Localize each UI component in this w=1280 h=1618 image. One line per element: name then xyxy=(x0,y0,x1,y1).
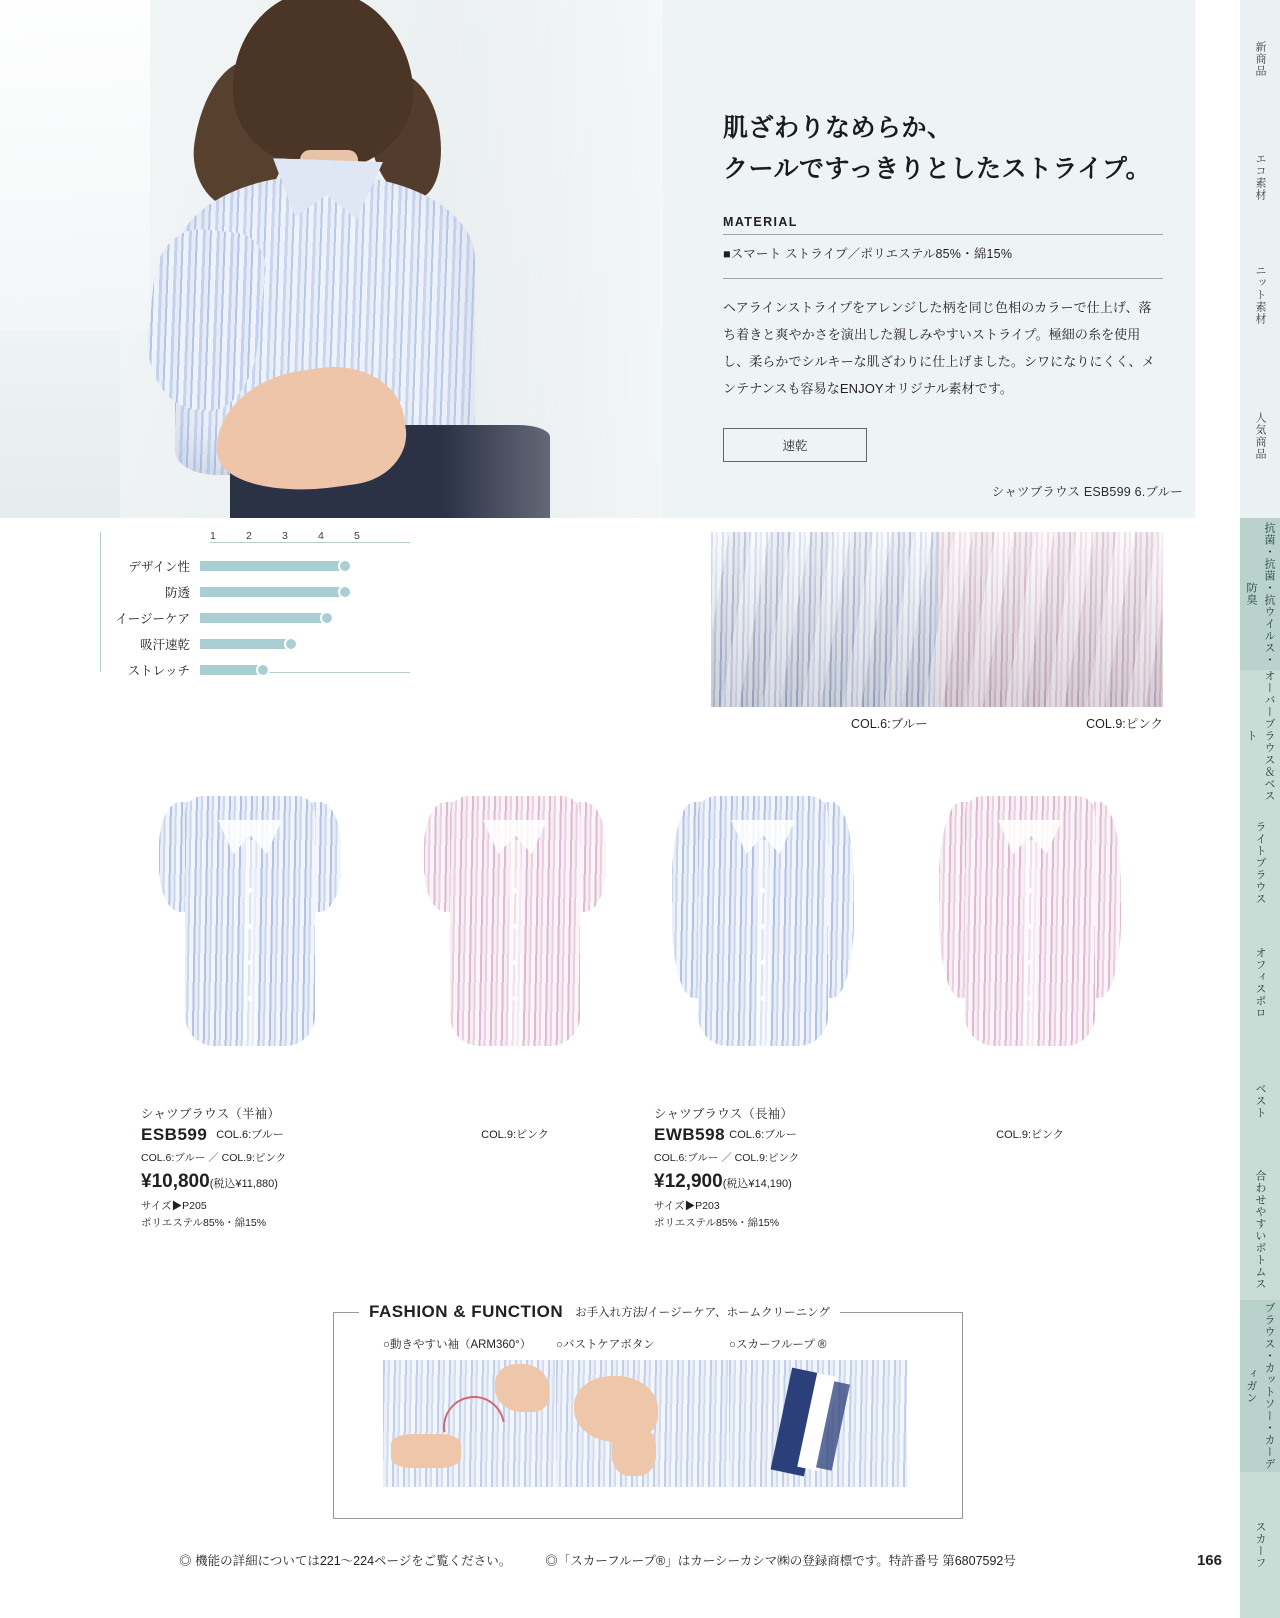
fashion-function-subtitle: お手入れ方法/イージーケア、ホームクリーニング xyxy=(575,1307,830,1319)
function-caption: ○スカーフループ ® xyxy=(729,1339,827,1351)
product-image-long-sleeve-pink xyxy=(915,760,1145,1141)
chart-bar xyxy=(200,665,264,675)
product-color-label: COL.9:ピンク xyxy=(481,1129,549,1141)
product-price xyxy=(654,1171,908,1193)
shirt-button xyxy=(1028,888,1033,893)
function-photo-bustcare-button xyxy=(556,1360,734,1487)
chart-category-label: イージーケア xyxy=(115,612,190,626)
material-label: MATERIAL xyxy=(723,215,798,229)
function-item-scarf-loop xyxy=(729,1336,907,1487)
chart-bar-knob xyxy=(256,663,270,677)
headline-line-1: 肌ざわりなめらか、 xyxy=(723,114,953,142)
product-info xyxy=(618,1104,908,1230)
product-color-label: COL.9:ピンク xyxy=(996,1129,1064,1141)
spec-rating-chart xyxy=(100,532,420,677)
page-number: 166 xyxy=(1196,1551,1222,1569)
product-colorways: COL.6:ブルー ／ COL.9:ピンク xyxy=(654,1152,800,1164)
shirt-button xyxy=(1028,960,1033,965)
shirt-button xyxy=(248,924,253,929)
fabric-caption-pink: COL.9:ピンク xyxy=(1086,717,1163,731)
photo-chin xyxy=(495,1364,549,1412)
product-size-ref[interactable]: サイズ▶P203 xyxy=(654,1200,720,1212)
chart-tick-1: 1 xyxy=(210,530,216,542)
product-card[interactable] xyxy=(618,760,908,1230)
chart-bar-knob xyxy=(338,585,352,599)
hero-text-block xyxy=(723,108,1163,462)
product-price-tax: (税込¥14,190) xyxy=(722,1178,792,1190)
product-grid xyxy=(0,760,1195,1260)
chart-bar-track xyxy=(200,639,352,649)
chart-row xyxy=(100,660,352,680)
sidebar-item-popular[interactable]: 人気商品 xyxy=(1240,354,1280,518)
shirt-placket xyxy=(1024,840,1037,1050)
fabric-closeup-photo xyxy=(711,532,1163,707)
chart-category-label: 吸汗速乾 xyxy=(139,638,190,652)
shirt-button xyxy=(513,924,518,929)
photo-edge-gradient xyxy=(443,0,663,518)
shirt-button xyxy=(513,960,518,965)
function-item-sleeve xyxy=(383,1336,561,1487)
product-card[interactable] xyxy=(105,760,395,1230)
shirt-placket xyxy=(509,840,522,1050)
chart-row xyxy=(100,634,352,654)
product-image-short-sleeve-pink xyxy=(400,760,630,1141)
footer-notes xyxy=(0,1540,1195,1580)
sidebar-item-office-polo[interactable]: オフィスポロ xyxy=(1240,924,1280,1042)
chart-tick-4: 4 xyxy=(318,530,324,542)
chart-category-label: 防透 xyxy=(164,586,190,600)
side-tab-rail xyxy=(1240,0,1280,1618)
product-code: EWB598 xyxy=(654,1125,726,1144)
fashion-function-title: FASHION & FUNCTION xyxy=(369,1302,564,1321)
chart-category-label: デザイン性 xyxy=(128,560,190,574)
material-value: ■スマート ストライプ／ポリエステル85%・綿15% xyxy=(723,247,1013,261)
product-color-label: COL.6:ブルー xyxy=(729,1129,797,1141)
shirt-illustration xyxy=(947,796,1113,1046)
shirt-button xyxy=(761,996,766,1001)
product-color-label: COL.6:ブルー xyxy=(216,1129,284,1141)
sidebar-item-light-blouse[interactable]: ライトブラウス xyxy=(1240,802,1280,924)
shirt-placket xyxy=(757,840,770,1050)
chart-tick-labels xyxy=(210,530,410,544)
sidebar-item-bottoms[interactable]: 合わせやすいボトムス xyxy=(1240,1160,1280,1300)
product-material: ポリエステル85%・綿15% xyxy=(654,1217,780,1229)
shirt-button xyxy=(1028,924,1033,929)
sidebar-item-new-products[interactable]: 新商品 xyxy=(1240,0,1280,118)
feature-tag-label: 速乾 xyxy=(782,439,808,454)
product-colorways: COL.6:ブルー ／ COL.9:ピンク xyxy=(141,1152,287,1164)
product-name: シャツブラウス（長袖） xyxy=(654,1107,794,1121)
chart-tick-3: 3 xyxy=(282,530,288,542)
photo-fingers xyxy=(612,1426,656,1476)
fabric-caption-blue: COL.6:ブルー xyxy=(851,717,928,731)
shirt-illustration xyxy=(167,796,333,1046)
shirt-button xyxy=(513,888,518,893)
sidebar-item-vest[interactable]: ベスト xyxy=(1240,1042,1280,1160)
product-info xyxy=(105,1104,395,1230)
shirt-illustration xyxy=(432,796,598,1046)
chart-bar-knob xyxy=(338,559,352,573)
product-name: シャツブラウス（半袖） xyxy=(141,1107,281,1121)
shirt-button xyxy=(761,888,766,893)
product-price-value: ¥12,900 xyxy=(654,1171,723,1192)
photo-wall-lower xyxy=(0,330,120,518)
shirt-button xyxy=(761,924,766,929)
sidebar-item-overblouse-vest[interactable]: オーバーブラウス＆ベスト xyxy=(1240,670,1280,802)
hero-photo-caption: シャツブラウス ESB599 6.ブルー xyxy=(991,485,1183,499)
sidebar-item-knit-material[interactable]: ニット素材 xyxy=(1240,236,1280,354)
fabric-light-shading xyxy=(711,532,1163,707)
chart-category-label: ストレッチ xyxy=(127,664,190,678)
function-photo-arm-movement xyxy=(383,1360,561,1487)
hero-section xyxy=(0,0,1195,518)
function-item-bustcare-button xyxy=(556,1336,734,1487)
fashion-function-header xyxy=(333,1300,963,1324)
chart-tick-5: 5 xyxy=(354,530,360,542)
chart-bar xyxy=(200,613,328,623)
product-price-tax: (税込¥11,880) xyxy=(209,1178,278,1190)
footer-note-2: ◎「スカーフループ®」はカーシーカシマ㈱の登録商標です。特許番号 第6807592号 xyxy=(545,1554,1016,1568)
sidebar-item-scarf[interactable]: スカーフ xyxy=(1240,1472,1280,1618)
hero-model-photo xyxy=(0,0,663,518)
function-caption: ○動きやすい袖（ARM360°） xyxy=(383,1339,532,1351)
shirt-placket xyxy=(244,840,257,1050)
chart-tick-2: 2 xyxy=(246,530,252,542)
chart-bar xyxy=(200,587,346,597)
chart-bar-knob xyxy=(320,611,334,625)
chart-bar-knob xyxy=(284,637,298,651)
product-price xyxy=(141,1171,395,1193)
sidebar-item-blouse-cardigan[interactable]: ブラウス・カットソー・カーディガン xyxy=(1240,1300,1280,1472)
product-price-value: ¥10,800 xyxy=(141,1171,210,1192)
sidebar-item-antibacterial[interactable]: 抗菌・抗菌・抗ウイルス・防臭 xyxy=(1240,518,1280,670)
chart-row xyxy=(100,556,352,576)
function-caption: ○バストケアボタン xyxy=(556,1339,655,1351)
product-material: ポリエステル85%・綿15% xyxy=(141,1217,267,1229)
chart-bar-track xyxy=(200,613,352,623)
chart-row xyxy=(100,582,352,602)
chart-bar xyxy=(200,639,292,649)
footer-note-1: ◎ 機能の詳細については221〜224ページをご覧ください。 xyxy=(179,1554,512,1568)
photo-window-light xyxy=(0,0,150,330)
product-code: ESB599 xyxy=(141,1125,208,1144)
chart-bar xyxy=(200,561,346,571)
chart-bar-track xyxy=(200,665,352,675)
chart-row xyxy=(100,608,352,628)
product-card[interactable] xyxy=(370,760,660,1141)
headline-line-2: クールですっきりとしたストライプ。 xyxy=(723,154,1152,183)
shirt-button xyxy=(248,888,253,893)
shirt-illustration xyxy=(680,796,846,1046)
chart-bar-track xyxy=(200,587,352,597)
shirt-button xyxy=(248,960,253,965)
sidebar-item-eco-material[interactable]: エコ素材 xyxy=(1240,118,1280,236)
chart-bar-track xyxy=(200,561,352,571)
feature-tag-quickdry xyxy=(723,428,867,462)
material-description: ヘアラインストライプをアレンジした柄を同じ色相のカラーで仕上げ、落ち着きと爽やかさを演出した親しみやすいストライプ。極細の糸を使用し、柔らかでシルキーな肌ざわりに仕上げました。シワになりにくく、メンテナンスも容易なENJOYオリジナル素材です。 xyxy=(723,300,1155,397)
shirt-button xyxy=(761,960,766,965)
shirt-button xyxy=(513,996,518,1001)
page-title xyxy=(723,108,1163,189)
product-card[interactable] xyxy=(885,760,1175,1141)
shirt-button xyxy=(248,996,253,1001)
function-photo-scarf-loop xyxy=(729,1360,907,1487)
product-size-ref[interactable]: サイズ▶P205 xyxy=(141,1200,207,1212)
shirt-button xyxy=(1028,996,1033,1001)
